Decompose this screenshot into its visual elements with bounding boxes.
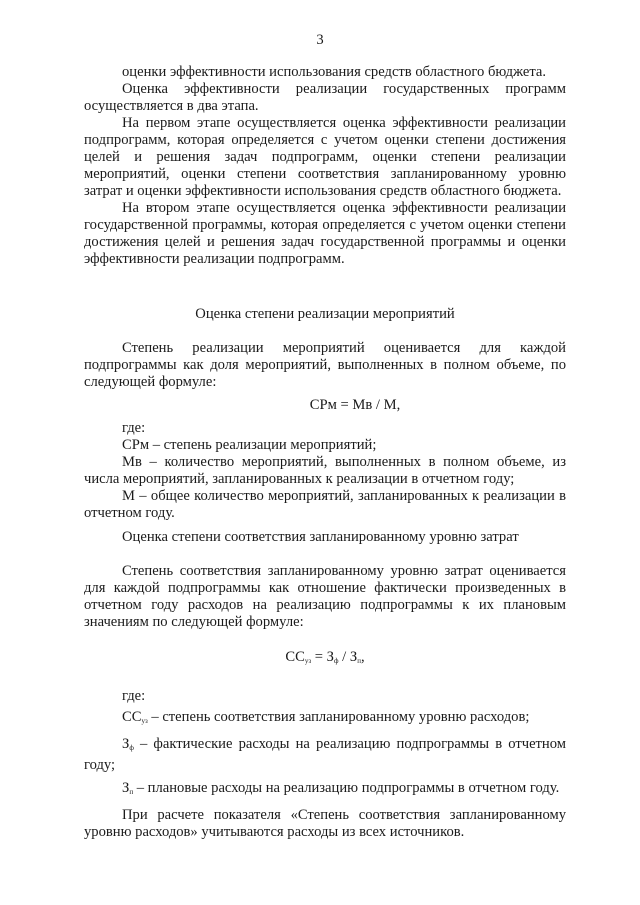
formula <box>84 649 566 670</box>
definition <box>84 709 566 730</box>
definition-subscript: уз <box>141 717 148 725</box>
page-number: 3 <box>316 32 324 48</box>
formula-zf-sub: ф <box>333 657 339 665</box>
definition-symbol: З <box>122 736 130 752</box>
formula-end: , <box>360 649 365 665</box>
paragraph: Степень соответствия запланированному уровню затрат оценивается для каждой подпрограммы как отношение фактически произведенных в отчетном году расходов на реализацию подпрограммы к их плановым значениям по следующей формуле: <box>84 563 566 630</box>
definition-symbol: СС <box>122 709 142 725</box>
definition: Мв – количество мероприятий, выполненных в полном объеме, из числа мероприятий, запланированных к реализации в отчетном году; <box>84 454 566 487</box>
formula-div: / З <box>338 649 358 665</box>
formula-zp-sub: п <box>357 657 361 665</box>
formula-cc: СС <box>285 649 305 665</box>
paragraph: На первом этапе осуществляется оценка эффективности реализации подпрограмм, которая определяется с учетом оценки степени достижения целей и решения задач подпрограмм, оценки степени реализации мероприятий, оценки степени соответствия запланированному уровню затрат и оценки эффективности использования средств областного бюджета. <box>84 115 566 199</box>
document-body <box>84 64 566 268</box>
paragraph: На втором этапе осуществляется оценка эффективности реализации государственной программы, которая определяется с учетом оценки степени достижения целей и решения задач государственной программы и оценки эффективности реализации подпрограмм. <box>84 200 566 267</box>
definition <box>84 736 566 774</box>
definition: СРм – степень реализации мероприятий; <box>122 437 377 453</box>
formula-eq: = З <box>311 649 334 665</box>
definition-symbol: З <box>122 780 130 796</box>
definition-subscript: ф <box>129 744 134 752</box>
definition: М – общее количество мероприятий, запланированных к реализации в отчетном году. <box>84 488 566 521</box>
formula-cc-sub: уз <box>304 657 312 665</box>
section-activities-body <box>84 340 566 522</box>
definition <box>84 780 566 801</box>
formula: СРм = Мв / М, <box>309 397 401 413</box>
paragraph: Степень реализации мероприятий оценивается для каждой подпрограммы как доля мероприятий, выполненных в полном объеме, по следующей формуле: <box>84 340 566 390</box>
paragraph: оценки эффективности использования средств областного бюджета. <box>122 64 547 80</box>
definition-text: – степень соответствия запланированному уровню расходов; <box>147 709 530 725</box>
section-costs <box>84 529 566 546</box>
where-label: где: <box>122 688 146 704</box>
definition-text: – плановые расходы на реализацию подпрограммы в отчетном году. <box>133 780 560 796</box>
paragraph: Оценка эффективности реализации государственных программ осуществляется в два этапа. <box>84 81 566 114</box>
section-heading: Оценка степени реализации мероприятий <box>195 306 455 322</box>
section-heading: Оценка степени соответствия запланированному уровню затрат <box>122 529 519 545</box>
paragraph: При расчете показателя «Степень соответствия запланированному уровню расходов» учитываются расходы из всех источников. <box>84 807 566 840</box>
section-activities <box>84 306 566 323</box>
definition-text: – фактические расходы на реализацию подпрограммы в отчетном году; <box>84 736 566 773</box>
where-label: где: <box>122 420 146 436</box>
definition-subscript: п <box>129 788 134 796</box>
section-costs-body <box>84 563 566 841</box>
